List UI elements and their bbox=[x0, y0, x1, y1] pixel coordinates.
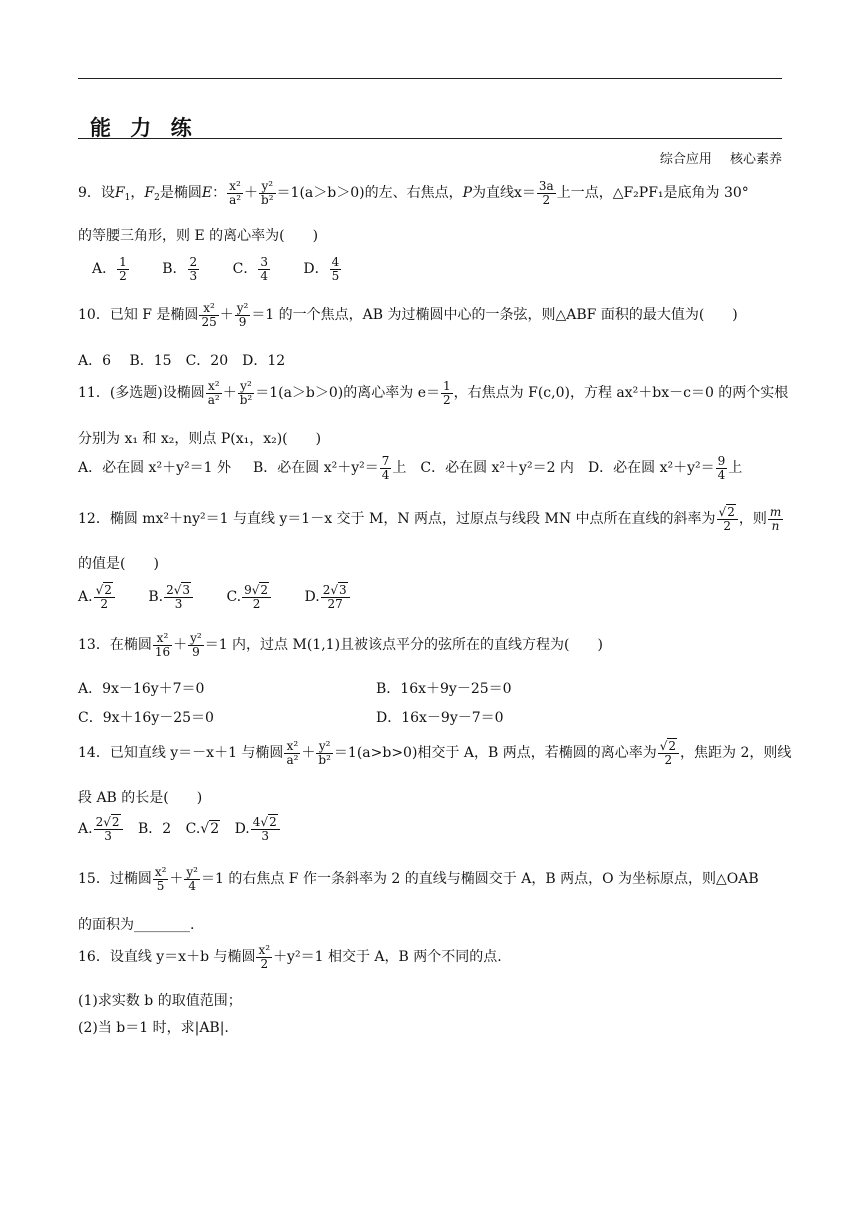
question-15-line-1: 15．过椭圆 $\frac{\text{x²}}{5}$ ＋ $\frac{\text{y²}}{4}$ ＝1 的右焦点 F 作一条斜率为 2 的直线与椭圆交于 A，B 两点，O 为坐标原点，则△OAB bbox=[78, 865, 759, 893]
option-d[interactable]: D. $\frac{2√3}{27}$ bbox=[305, 589, 351, 605]
question-13-option-b[interactable]: B．16x＋9y－25＝0 bbox=[376, 681, 512, 697]
question-11-line-1: 11．(多选题)设椭圆 $\frac{\text{x²}}{\text{a²}}$ ＋ $\frac{\text{y²}}{\text{b²}}$ ＝1(a＞b＞0)的离心率为 e＝ $\frac{1}{2}$ ，右焦点为 F(c,0)，方程 ax²＋bx－c＝0 的两个实根 bbox=[78, 379, 789, 407]
option-c[interactable]: C. $\frac{9√2}{2}$ bbox=[226, 589, 272, 605]
option-a[interactable]: A．必在圆 x²＋y²＝1 外 bbox=[78, 460, 231, 477]
question-9-line-2: 的等腰三角形，则 E 的离心率为( ) bbox=[78, 228, 319, 244]
question-10-options[interactable]: A．6 B．15 C．20 D．12 bbox=[78, 353, 286, 369]
option-d[interactable]: D．必在圆 x²＋y²＝ $\frac{9}{4}$ 上 bbox=[587, 454, 743, 482]
fraction: $\frac{3a}{2}$ bbox=[538, 179, 554, 207]
option-d[interactable]: D. $\frac{4√2}{3}$ bbox=[235, 821, 281, 837]
question-11-options bbox=[78, 455, 782, 481]
option-b[interactable]: B． $\frac{2}{3}$ bbox=[162, 255, 198, 283]
option-a[interactable]: A. $\frac{√2}{2}$ bbox=[78, 589, 116, 605]
option-c[interactable]: C．必在圆 x²＋y²＝2 内 bbox=[420, 460, 574, 477]
question-12-options bbox=[78, 584, 782, 610]
question-9-options bbox=[92, 256, 796, 282]
question-9-line-1: 9．设$F_1$，$F_2$是椭圆E： $\frac{\text{x²}}{\text{a²}}$ ＋ $\frac{\text{y²}}{\text{b²}}$ ＝1(a＞b＞0)的左、右焦点，P为直线x＝ $\frac{3a}{2}$ 上一点，△F₂PF₁是底角为 30° bbox=[78, 179, 749, 207]
question-13-option-c[interactable]: C．9x＋16y－25＝0 bbox=[78, 710, 214, 726]
option-a[interactable]: A. $\frac{2√2}{3}$ bbox=[78, 821, 124, 837]
question-16-sub-1: (1)求实数 b 的取值范围； bbox=[78, 993, 242, 1009]
question-13-option-d[interactable]: D．16x－9y－7＝0 bbox=[376, 710, 504, 726]
option-d[interactable]: D． $\frac{4}{5}$ bbox=[303, 255, 340, 283]
question-13-option-a[interactable]: A．9x－16y＋7＝0 bbox=[78, 681, 205, 697]
question-14-options bbox=[78, 816, 782, 842]
question-13-line-1: 13．在椭圆 $\frac{\text{x²}}{16}$ ＋ $\frac{\text{y²}}{9}$ ＝1 内，过点 M(1,1)且被该点平分的弦所在的直线方程为( ) bbox=[78, 631, 603, 659]
fraction: $\frac{\text{x²}}{\text{a²}}$ bbox=[229, 179, 242, 207]
header-rule bbox=[78, 78, 782, 79]
option-a[interactable]: A． $\frac{1}{2}$ bbox=[92, 255, 127, 283]
question-16-line-1: 16．设直线 y＝x＋b 与椭圆 $\frac{\text{x²}}{2}$ ＋y²＝1 相交于 A，B 两个不同的点. bbox=[78, 943, 502, 971]
question-12-line-2: 的值是( ) bbox=[78, 556, 159, 572]
question-14-line-1: 14．已知直线 y＝－x＋1 与椭圆 $\frac{\text{x²}}{\text{a²}}$ ＋ $\frac{\text{y²}}{\text{b²}}$ ＝1(a>b>0)相交于 A，B 两点，若椭圆的离心率为 $\frac{√2}{2}$ ，焦距为 2，则线 bbox=[78, 739, 792, 767]
question-11-line-2: 分别为 x₁ 和 x₂，则点 P(x₁，x₂)( ) bbox=[78, 431, 322, 447]
fraction: $\frac{\text{y²}}{\text{b²}}$ bbox=[261, 179, 274, 207]
section-subtitle: 综合应用 核心素养 bbox=[659, 152, 782, 167]
section-title: 能 力 练 bbox=[90, 116, 198, 140]
question-16-sub-2: (2)当 b＝1 时，求|AB|. bbox=[78, 1020, 229, 1036]
option-c[interactable]: C.√2 bbox=[185, 821, 220, 838]
question-15-line-2: 的面积为________. bbox=[78, 917, 195, 933]
question-14-line-2: 段 AB 的长是( ) bbox=[78, 790, 203, 806]
section-title-rule bbox=[78, 138, 782, 139]
option-c[interactable]: C． $\frac{3}{4}$ bbox=[232, 255, 268, 283]
option-b[interactable]: B. $\frac{2√3}{3}$ bbox=[148, 589, 194, 605]
option-b[interactable]: B．2 bbox=[137, 821, 172, 838]
question-12-line-1: 12．椭圆 mx²＋ny²＝1 与直线 y＝1－x 交于 M，N 两点，过原点与线段 MN 中点所在直线的斜率为 $\frac{√2}{2}$ ，则 $\frac{m}{n}$ bbox=[78, 505, 782, 533]
question-10-line-1: 10．已知 F 是椭圆 $\frac{\text{x²}}{25}$ ＋ $\frac{\text{y²}}{9}$ ＝1 的一个焦点，AB 为过椭圆中心的一条弦，则△ABF 面积的最大值为( ) bbox=[78, 301, 738, 329]
option-b[interactable]: B．必在圆 x²＋y²＝ $\frac{7}{4}$ 上 bbox=[252, 454, 407, 482]
